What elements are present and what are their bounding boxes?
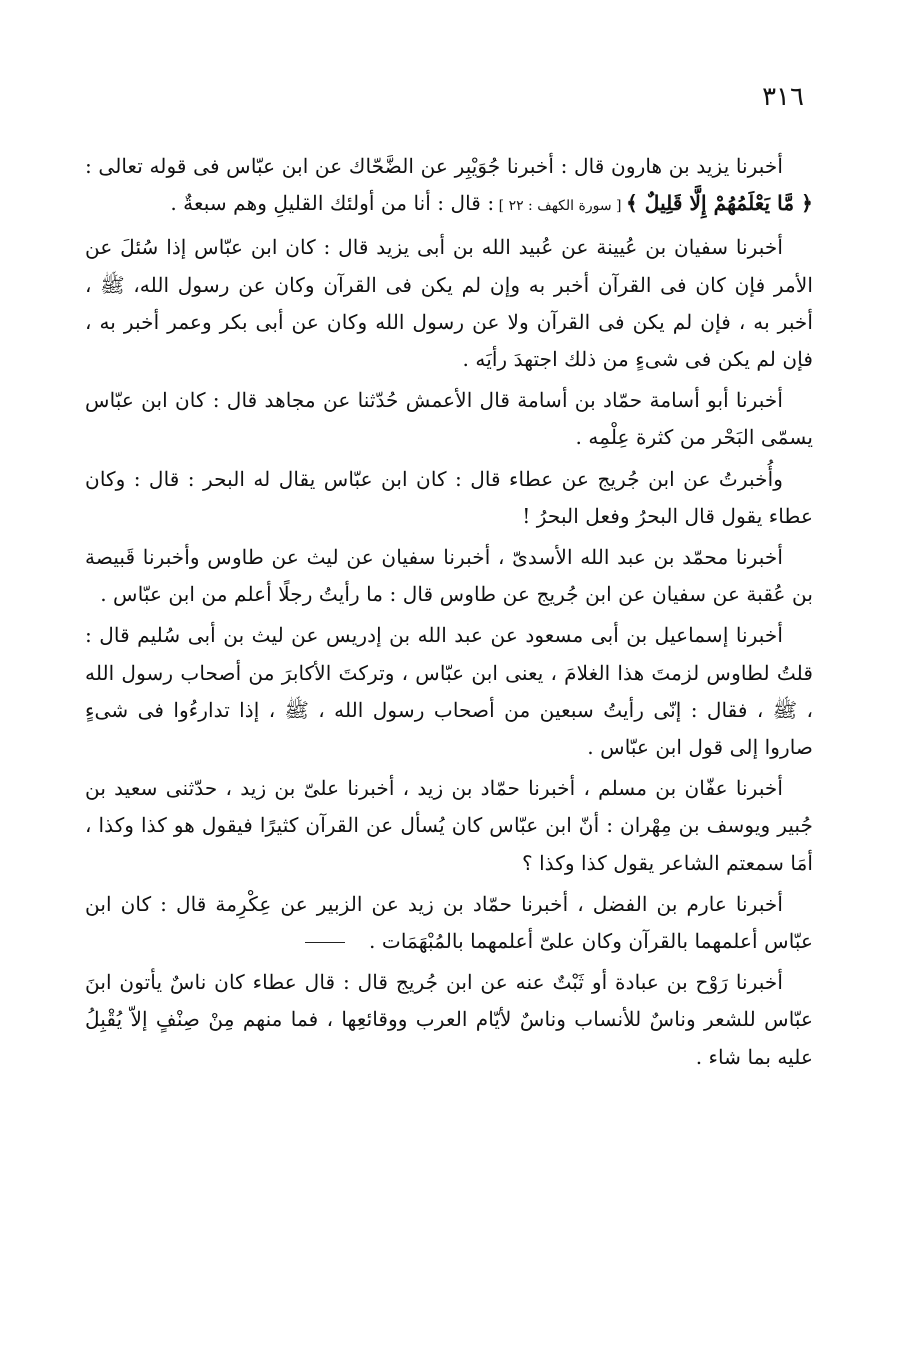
paragraph-2: أخبرنا سفيان بن عُيينة عن عُبيد الله بن أبى يزيد قال : كان ابن عبّاس إذا سُئلَ عن الأمر فإن كان فى القرآن أخبر به وإن لم يكن فى القرآن وكان عن رسول الله، ﷺ ، أخبر به ، فإن لم يكن فى القرآن ولا عن رسول الله وكان عن أبى بكر وعمر أخبر به ، فإن لم يكن فى شىءٍ من ذلك اجتهدَ رأيَه .: [85, 235, 813, 372]
paragraph-3: أخبرنا أبو أسامة حمّاد بن أسامة قال الأعمش حُدّثنا عن مجاهد قال : كان ابن عبّاس يسمّى البَحْر من كثرة عِلْمِه .: [85, 388, 813, 450]
paragraph-1-after: : قال : أنا من أولئك القليلِ وهم سبعةٌ .: [170, 191, 495, 216]
page-number: ٣١٦: [762, 82, 804, 112]
quran-verse: ﴿ مَّا يَعْلَمُهُمْ إِلَّا قَلِيلٌ ﴾: [625, 191, 813, 216]
document-body: [85, 148, 813, 1076]
paragraph-1-before: أخبرنا يزيد بن هارون قال : أخبرنا جُوَيْبِر عن الضَّحّاك عن ابن عبّاس فى قوله تعالى :: [85, 154, 783, 178]
paragraph-8: [85, 886, 813, 960]
paragraph-8-text: أخبرنا عارم بن الفضل ، أخبرنا حمّاد بن زيد عن الزبير عن عِكْرِمة قال : كان ابن عبّاس أعلمهما بالقرآن وكان علىّ أعلمهما بالمُبْهَمَات .: [85, 891, 813, 954]
paragraph-4: وأُخبرتُ عن ابن جُريج عن عطاء قال : كان ابن عبّاس يقال له البحر : قال : وكان عطاء يقول قال البحرُ وفعل البحرُ !: [85, 466, 813, 528]
paragraph-1: [85, 148, 813, 225]
surah-reference: [ سورة الكهف : ٢٢ ]: [494, 198, 626, 215]
paragraph-6: أخبرنا إسماعيل بن أبى مسعود عن عبد الله بن إدريس عن ليث بن أبى سُليم قال : قلتُ لطاوس لزمتَ هذا الغلامَ ، يعنى ابن عبّاس ، وتركتَ الأكابرَ من أصحاب رسول الله ، ﷺ ، فقال : إنّى رأيتُ سبعين من أصحاب رسول الله ، ﷺ ، إذا تدارءُوا فى شىءٍ صاروا إلى قول ابن عبّاس .: [85, 623, 813, 760]
paragraph-5: أخبرنا محمّد بن عبد الله الأسدىّ ، أخبرنا سفيان عن ليث عن طاوس وأخبرنا قَبيصة بن عُقبة عن سفيان عن ابن جُريج عن طاوس قال : ما رأيتُ رجلًا أعلم من ابن عبّاس .: [85, 545, 813, 607]
dash-mark: [305, 942, 345, 943]
paragraph-7: أخبرنا عفّان بن مسلم ، أخبرنا حمّاد بن زيد ، أخبرنا علىّ بن زيد ، حدّثنى سعيد بن جُبير ويوسف بن مِهْران : أنّ ابن عبّاس كان يُسأل عن القرآن كثيرًا فيقول هو كذا وكذا ، أمَا سمعتم الشاعر يقول كذا وكذا ؟: [85, 776, 813, 875]
paragraph-9: أخبرنا رَوْح بن عبادة أو ثَبْتٌ عنه عن ابن جُريج قال : قال عطاء كان ناسٌ يأتون ابنَ عبّاس للشعر وناسٌ للأنساب وناسٌ لأيّام العرب ووقائعِها ، فما منهم مِنْ صِنْفٍ إلاّ يُقْبِلُ عليه بما شاء .: [85, 970, 813, 1069]
